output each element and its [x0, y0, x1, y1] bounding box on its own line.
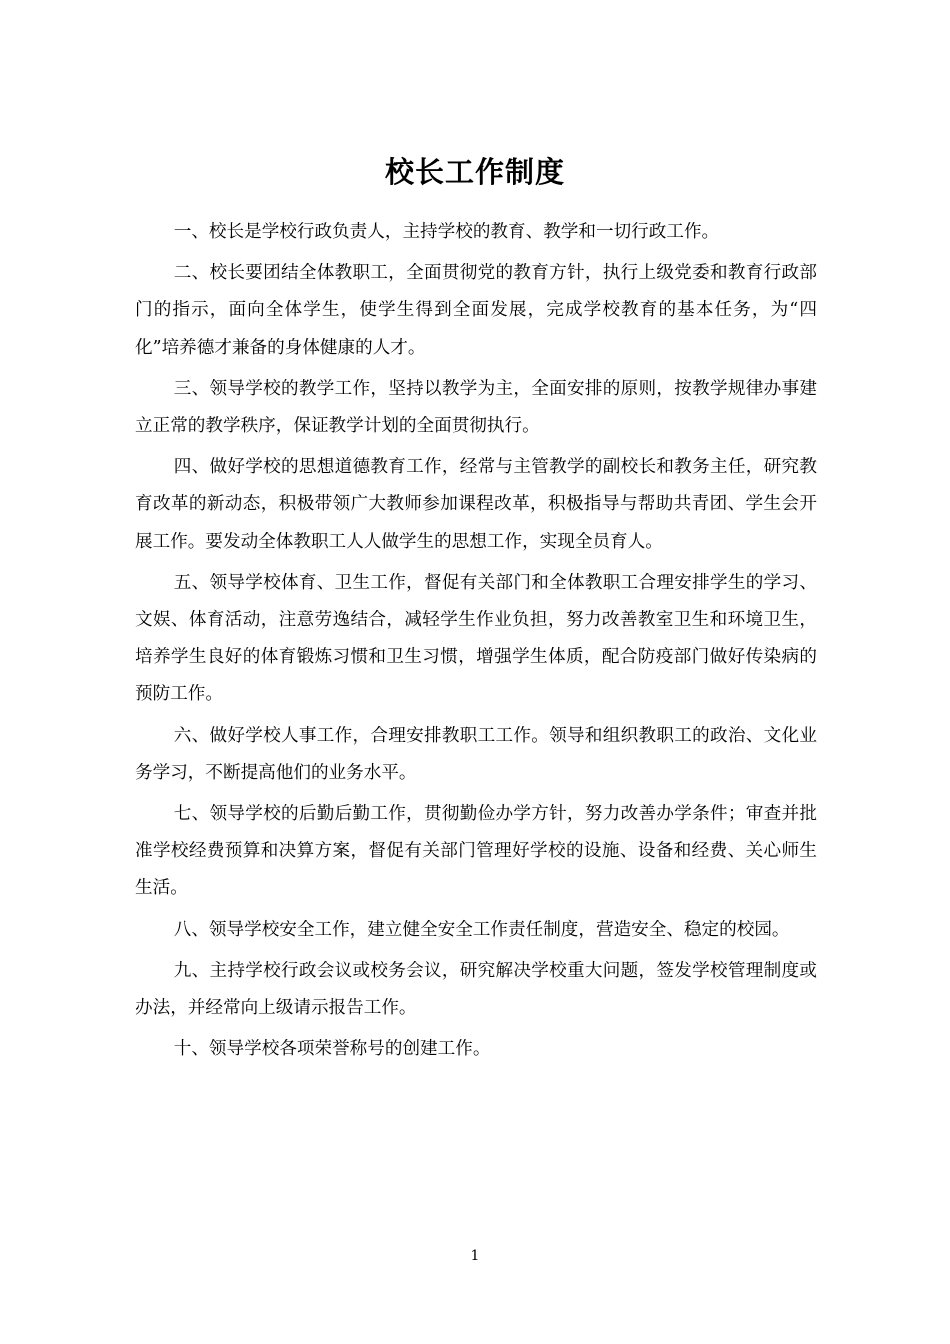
paragraph-6: 六、做好学校人事工作，合理安排教职工工作。领导和组织教职工的政治、文化业务学习，不断提高他们的业务水平。: [135, 725, 817, 783]
paragraph-2: 二、校长要团结全体教职工，全面贯彻党的教育方针，执行上级党委和教育行政部门的指示，面向全体学生，使学生得到全面发展，完成学校教育的基本任务，为“四化”培养德才兼备的身体健康的人才。: [135, 263, 817, 358]
paragraph-9: 九、主持学校行政会议或校务会议，研究解决学校重大问题，签发学校管理制度或办法，并经常向上级请示报告工作。: [135, 960, 817, 1019]
paragraph-7: 七、领导学校的后勤后勤工作，贯彻勤俭办学方针，努力改善办学条件；审查并批准学校经费预算和决算方案，督促有关部门管理好学校的设施、设备和经费、关心师生生活。: [135, 804, 817, 899]
document-title: 校长工作制度: [384, 155, 565, 189]
paragraph-1: 一、校长是学校行政负责人，主持学校的教育、教学和一切行政工作。: [173, 222, 720, 242]
page-number: 1: [470, 1248, 480, 1264]
paragraph-8: 八、领导学校安全工作，建立健全安全工作责任制度，营造安全、稳定的校园。: [173, 919, 790, 940]
paragraph-10: 十、领导学校各项荣誉称号的创建工作。: [173, 1039, 491, 1060]
paragraph-3: 三、领导学校的教学工作，坚持以教学为主，全面安排的原则，按教学规律办事建立正常的教学秩序，保证教学计划的全面贯彻执行。: [135, 378, 817, 437]
paragraph-4: 四、做好学校的思想道德教育工作，经常与主管教学的副校长和教务主任，研究教育改革的新动态，积极带领广大教师参加课程改革，积极指导与帮助共青团、学生会开展工作。要发动全体教职工人人做学生的思想工作，实现全员育人。: [135, 457, 817, 552]
paragraph-5: 五、领导学校体育、卫生工作，督促有关部门和全体教职工合理安排学生的学习、文娱、体育活动，注意劳逸结合，减轻学生作业负担，努力改善教室卫生和环境卫生，培养学生良好的体育锻炼习惯和卫生习惯，增强学生体质，配合防疫部门做好传染病的预防工作。: [135, 572, 817, 705]
document-body: [135, 214, 817, 1072]
